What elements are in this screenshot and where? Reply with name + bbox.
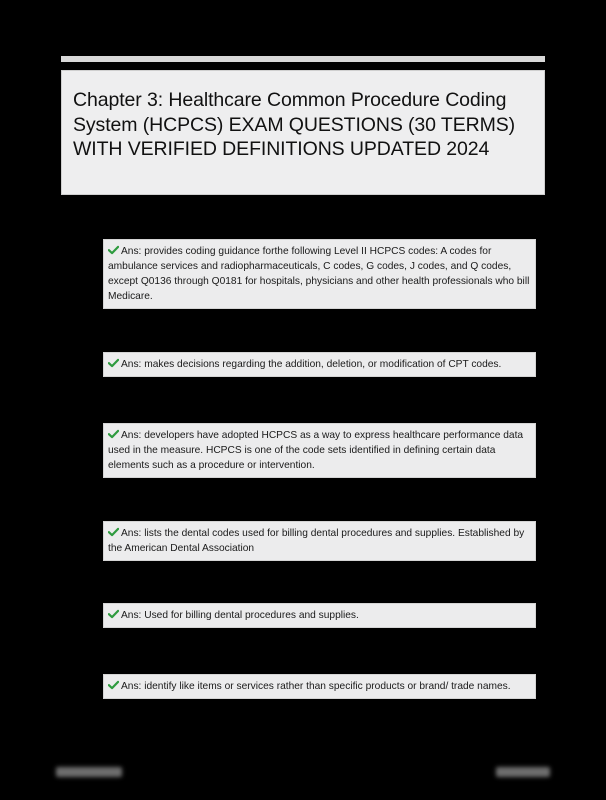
answer-box-1 [103,239,536,309]
title-box [61,70,545,195]
answer-text: Ans: lists the dental codes used for billing dental procedures and supplies. Established by the American Dental Association [108,528,525,554]
check-icon [108,609,119,619]
check-icon [108,527,119,537]
answer-box-5 [103,603,536,628]
footer-left-blurred [56,767,122,777]
check-icon [108,358,119,368]
answer-box-6 [103,674,536,699]
check-icon [108,245,119,255]
answer-text: Ans: Used for billing dental procedures and supplies. [121,610,359,621]
answer-text: Ans: makes decisions regarding the addition, deletion, or modification of CPT codes. [121,359,502,370]
answer-box-4 [103,521,536,561]
answer-text: Ans: identify like items or services rather than specific products or brand/ trade names. [121,681,511,692]
footer-right-blurred [496,767,550,777]
answer-box-3 [103,423,536,478]
top-divider [61,56,545,62]
check-icon [108,680,119,690]
answer-text: Ans: provides coding guidance forthe following Level II HCPCS codes: A codes for ambulance services and radiopharmaceuticals, C codes, G codes, J codes, and Q codes, except Q0136 through Q0181 for hospitals, physicians and other health professionals who bill Medicare. [108,246,530,302]
document-title: Chapter 3: Healthcare Common Procedure Coding System (HCPCS) EXAM QUESTIONS (30 TERMS) WITH VERIFIED DEFINITIONS UPDATED 2024 [73,89,516,160]
answer-box-2 [103,352,536,377]
answer-text: Ans: developers have adopted HCPCS as a way to express healthcare performance data used in the measure. HCPCS is one of the code sets identified in defining certain data elements such as a procedure or intervention. [108,430,524,471]
check-icon [108,429,119,439]
